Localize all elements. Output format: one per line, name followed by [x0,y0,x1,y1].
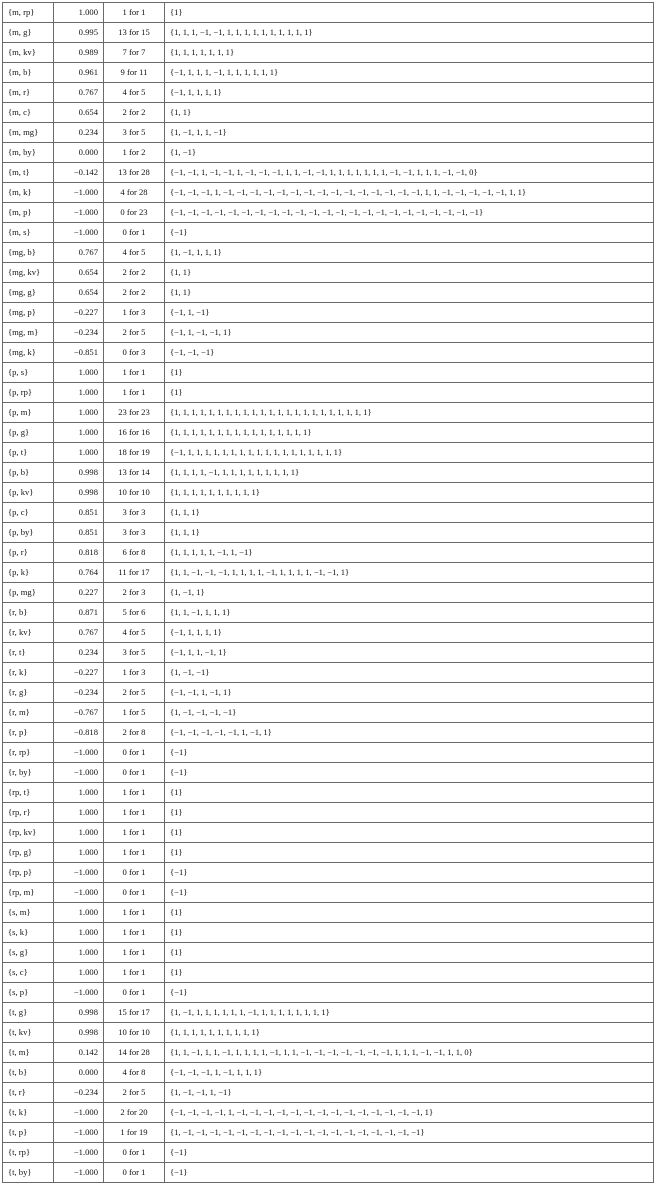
count-cell: 1 for 5 [104,703,165,723]
pair-cell: {rp, g} [3,843,54,863]
sequence-cell: {−1, −1, −1, 1, −1, −1, −1, −1, −1, −1, −1, −1, −1, −1, −1, −1, −1, −1, −1, 1, 1, −1, −1, −1, −1, −1, 1, 1} [165,183,654,203]
sequence-cell: {−1} [165,223,654,243]
sequence-cell: {1, −1, −1, −1, −1} [165,703,654,723]
count-cell: 2 for 5 [104,683,165,703]
table-row [3,563,654,583]
pair-cell: {t, p} [3,1123,54,1143]
pair-cell: {m, g} [3,23,54,43]
sequence-cell: {1, 1, 1, 1, 1, 1, 1, 1, 1, 1} [165,1023,654,1043]
table-row [3,1143,654,1163]
count-cell: 2 for 2 [104,263,165,283]
correlation-cell: −1.000 [54,863,104,883]
correlation-cell: 0.654 [54,103,104,123]
pair-cell: {p, kv} [3,483,54,503]
sequence-cell: {1, 1} [165,263,654,283]
count-cell: 10 for 10 [104,1023,165,1043]
correlation-cell: −1.000 [54,1143,104,1163]
pair-cell: {r, m} [3,703,54,723]
correlation-cell: 1.000 [54,823,104,843]
count-cell: 0 for 1 [104,763,165,783]
sequence-cell: {1, 1, −1, 1, 1, −1, 1, 1, 1, 1, −1, 1, 1, −1, −1, −1, −1, −1, −1, −1, 1, 1, 1, −1, −1, 1, 1, 0} [165,1043,654,1063]
pair-cell: {t, k} [3,1103,54,1123]
pair-cell: {t, b} [3,1063,54,1083]
count-cell: 2 for 8 [104,723,165,743]
pair-cell: {p, r} [3,543,54,563]
correlation-cell: −1.000 [54,203,104,223]
correlation-cell: 1.000 [54,363,104,383]
sequence-cell: {−1, −1, −1, −1, −1, −1, −1, −1, −1, −1, −1, −1, −1, −1, −1, −1, −1, −1, −1, −1, −1, −1, −1} [165,203,654,223]
pair-cell: {p, b} [3,463,54,483]
correlation-cell: 1.000 [54,403,104,423]
sequence-cell: {1, 1, 1, 1, 1, 1, 1, 1, 1, 1, 1, 1, 1, 1, 1, 1} [165,423,654,443]
table-row [3,383,654,403]
sequence-cell: {−1, −1, 1, −1, −1, 1, −1, −1, −1, 1, 1, −1, −1, 1, 1, 1, 1, 1, 1, 1, −1, −1, 1, 1, 1, −1, −1, 0} [165,163,654,183]
pair-cell: {m, b} [3,63,54,83]
count-cell: 5 for 6 [104,603,165,623]
count-cell: 1 for 1 [104,943,165,963]
sequence-cell: {1, −1, 1, 1, −1} [165,123,654,143]
correlation-cell: 0.998 [54,463,104,483]
sequence-cell: {1, −1, −1} [165,663,654,683]
sequence-cell: {−1} [165,883,654,903]
correlation-cell: −1.000 [54,743,104,763]
table-row [3,763,654,783]
pair-cell: {m, k} [3,183,54,203]
correlation-cell: −1.000 [54,1103,104,1123]
table-row [3,1023,654,1043]
count-cell: 13 for 14 [104,463,165,483]
correlation-cell: 0.818 [54,543,104,563]
count-cell: 3 for 5 [104,643,165,663]
pair-cell: {s, k} [3,923,54,943]
sequence-cell: {1, −1, 1, 1, 1} [165,243,654,263]
sequence-cell: {1} [165,3,654,23]
correlation-cell: −0.234 [54,683,104,703]
count-cell: 0 for 1 [104,1163,165,1183]
sequence-cell: {−1} [165,983,654,1003]
pair-cell: {t, by} [3,1163,54,1183]
table-row [3,243,654,263]
table-row [3,1063,654,1083]
sequence-cell: {1} [165,923,654,943]
table-row [3,23,654,43]
sequence-cell: {1} [165,843,654,863]
count-cell: 2 for 2 [104,103,165,123]
pair-cell: {m, t} [3,163,54,183]
correlation-cell: 0.851 [54,503,104,523]
count-cell: 3 for 3 [104,503,165,523]
table-row [3,663,654,683]
count-cell: 11 for 17 [104,563,165,583]
table-row [3,883,654,903]
count-cell: 1 for 1 [104,383,165,403]
count-cell: 3 for 5 [104,123,165,143]
count-cell: 4 for 5 [104,83,165,103]
table-row [3,1003,654,1023]
sequence-cell: {−1} [165,743,654,763]
correlation-cell: −0.234 [54,323,104,343]
sequence-cell: {1, 1, −1, −1, −1, 1, 1, 1, 1, −1, 1, 1, 1, 1, −1, −1, 1} [165,563,654,583]
table-row [3,783,654,803]
sequence-cell: {1} [165,903,654,923]
correlation-cell: 0.227 [54,583,104,603]
table-body [3,3,654,1183]
count-cell: 4 for 28 [104,183,165,203]
sequence-cell: {−1, −1, −1, 1, −1, 1, 1, 1} [165,1063,654,1083]
count-cell: 1 for 19 [104,1123,165,1143]
count-cell: 0 for 1 [104,983,165,1003]
sequence-cell: {1} [165,963,654,983]
correlation-cell: −1.000 [54,883,104,903]
table-row [3,703,654,723]
table-row [3,963,654,983]
pair-cell: {mg, kv} [3,263,54,283]
sequence-cell: {1} [165,383,654,403]
count-cell: 23 for 23 [104,403,165,423]
table-row [3,163,654,183]
sequence-cell: {−1, 1, −1, −1, 1} [165,323,654,343]
count-cell: 0 for 1 [104,883,165,903]
sequence-cell: {1, 1, −1, 1, 1, 1} [165,603,654,623]
table-row [3,463,654,483]
pair-cell: {p, rp} [3,383,54,403]
correlation-cell: −0.818 [54,723,104,743]
table-row [3,723,654,743]
count-cell: 2 for 5 [104,323,165,343]
pair-cell: {rp, t} [3,783,54,803]
count-cell: 3 for 3 [104,523,165,543]
count-cell: 9 for 11 [104,63,165,83]
table-row [3,143,654,163]
count-cell: 1 for 1 [104,923,165,943]
table-row [3,603,654,623]
correlation-cell: 0.851 [54,523,104,543]
pair-cell: {mg, m} [3,323,54,343]
count-cell: 1 for 1 [104,363,165,383]
table-row [3,343,654,363]
count-cell: 6 for 8 [104,543,165,563]
table-row [3,983,654,1003]
sequence-cell: {−1, 1, 1, 1, −1, 1, 1, 1, 1, 1, 1} [165,63,654,83]
correlation-cell: −1.000 [54,763,104,783]
sequence-cell: {1, −1, 1} [165,583,654,603]
correlation-cell: −0.142 [54,163,104,183]
correlation-cell: −0.227 [54,303,104,323]
pair-cell: {r, p} [3,723,54,743]
pair-cell: {t, g} [3,1003,54,1023]
table-row [3,823,654,843]
correlation-cell: 0.995 [54,23,104,43]
correlation-cell: 0.998 [54,1023,104,1043]
pair-cell: {p, by} [3,523,54,543]
table-row [3,3,654,23]
sequence-cell: {1, 1, 1} [165,503,654,523]
count-cell: 13 for 15 [104,23,165,43]
table-row [3,123,654,143]
table-row [3,203,654,223]
count-cell: 0 for 1 [104,863,165,883]
pair-cell: {r, b} [3,603,54,623]
count-cell: 2 for 5 [104,1083,165,1103]
correlation-cell: 1.000 [54,903,104,923]
table-row [3,743,654,763]
pair-cell: {m, mg} [3,123,54,143]
count-cell: 4 for 5 [104,623,165,643]
sequence-cell: {1} [165,943,654,963]
correlation-cell: 1.000 [54,383,104,403]
pair-cell: {s, p} [3,983,54,1003]
correlation-cell: 0.989 [54,43,104,63]
count-cell: 1 for 1 [104,963,165,983]
sequence-cell: {1, −1, −1, −1, −1, −1, −1, −1, −1, −1, −1, −1, −1, −1, −1, −1, −1, −1, −1} [165,1123,654,1143]
sequence-cell: {1, 1, 1, 1, 1, 1, 1, 1, 1, 1} [165,483,654,503]
sequence-cell: {−1, 1, 1, 1, 1, 1, 1, 1, 1, 1, 1, 1, 1, 1, 1, 1, 1, 1, 1} [165,443,654,463]
correlation-cell: 0.998 [54,1003,104,1023]
table-row [3,103,654,123]
sequence-cell: {−1, 1, 1, −1, 1} [165,643,654,663]
table-row [3,523,654,543]
count-cell: 0 for 1 [104,223,165,243]
count-cell: 10 for 10 [104,483,165,503]
table-row [3,1043,654,1063]
pair-cell: {r, kv} [3,623,54,643]
table-row [3,443,654,463]
pair-cell: {r, rp} [3,743,54,763]
correlation-cell: 1.000 [54,923,104,943]
sequence-cell: {1, 1, 1, 1, 1, 1, 1} [165,43,654,63]
pair-cell: {p, k} [3,563,54,583]
results-table [2,2,654,1183]
pair-cell: {p, c} [3,503,54,523]
count-cell: 2 for 3 [104,583,165,603]
table-row [3,1083,654,1103]
table-row [3,683,654,703]
pair-cell: {m, by} [3,143,54,163]
table-row [3,943,654,963]
count-cell: 15 for 17 [104,1003,165,1023]
count-cell: 4 for 8 [104,1063,165,1083]
count-cell: 1 for 2 [104,143,165,163]
correlation-cell: −1.000 [54,1123,104,1143]
correlation-cell: 1.000 [54,783,104,803]
pair-cell: {t, kv} [3,1023,54,1043]
correlation-cell: 0.000 [54,1063,104,1083]
table-row [3,403,654,423]
correlation-cell: 0.998 [54,483,104,503]
table-row [3,583,654,603]
sequence-cell: {1, 1, 1, 1, −1, 1, 1, 1, 1, 1, 1, 1, 1, 1} [165,463,654,483]
table-row [3,543,654,563]
table-row [3,903,654,923]
count-cell: 14 for 28 [104,1043,165,1063]
sequence-cell: {1} [165,783,654,803]
correlation-cell: 1.000 [54,443,104,463]
table-row [3,363,654,383]
count-cell: 1 for 1 [104,803,165,823]
count-cell: 1 for 1 [104,903,165,923]
pair-cell: {t, m} [3,1043,54,1063]
pair-cell: {m, r} [3,83,54,103]
correlation-cell: −1.000 [54,183,104,203]
count-cell: 1 for 1 [104,823,165,843]
pair-cell: {m, p} [3,203,54,223]
pair-cell: {mg, g} [3,283,54,303]
pair-cell: {m, s} [3,223,54,243]
sequence-cell: {1, −1, 1, 1, 1, 1, 1, 1, −1, 1, 1, 1, 1, 1, 1, 1, 1} [165,1003,654,1023]
pair-cell: {t, r} [3,1083,54,1103]
sequence-cell: {1, 1, 1, 1, 1, −1, 1, −1} [165,543,654,563]
count-cell: 7 for 7 [104,43,165,63]
pair-cell: {t, rp} [3,1143,54,1163]
table-row [3,83,654,103]
pair-cell: {rp, r} [3,803,54,823]
correlation-cell: 0.767 [54,243,104,263]
count-cell: 1 for 1 [104,783,165,803]
pair-cell: {p, g} [3,423,54,443]
correlation-cell: 0.764 [54,563,104,583]
sequence-cell: {−1, −1, −1} [165,343,654,363]
correlation-cell: −0.767 [54,703,104,723]
correlation-cell: 0.767 [54,623,104,643]
sequence-cell: {1, 1, 1, 1, 1, 1, 1, 1, 1, 1, 1, 1, 1, 1, 1, 1, 1, 1, 1, 1, 1, 1, 1} [165,403,654,423]
pair-cell: {rp, m} [3,883,54,903]
count-cell: 0 for 1 [104,1143,165,1163]
sequence-cell: {−1} [165,863,654,883]
sequence-cell: {1} [165,363,654,383]
count-cell: 0 for 23 [104,203,165,223]
table-row [3,863,654,883]
correlation-cell: −0.227 [54,663,104,683]
correlation-cell: 0.000 [54,143,104,163]
table-row [3,623,654,643]
sequence-cell: {−1} [165,763,654,783]
table-row [3,483,654,503]
pair-cell: {s, c} [3,963,54,983]
pair-cell: {s, m} [3,903,54,923]
table-row [3,1123,654,1143]
correlation-cell: −1.000 [54,983,104,1003]
table-row [3,303,654,323]
count-cell: 1 for 1 [104,843,165,863]
correlation-cell: 1.000 [54,803,104,823]
sequence-cell: {−1, 1, 1, 1, 1} [165,623,654,643]
sequence-cell: {1, 1, 1, −1, −1, 1, 1, 1, 1, 1, 1, 1, 1, 1, 1} [165,23,654,43]
sequence-cell: {−1, −1, 1, −1, 1} [165,683,654,703]
correlation-cell: −0.851 [54,343,104,363]
correlation-cell: 1.000 [54,3,104,23]
table-row [3,323,654,343]
sequence-cell: {1, −1} [165,143,654,163]
sequence-cell: {−1, −1, −1, −1, −1, 1, −1, 1} [165,723,654,743]
sequence-cell: {−1} [165,1143,654,1163]
sequence-cell: {−1, −1, −1, −1, 1, −1, −1, −1, −1, −1, −1, −1, −1, −1, −1, −1, −1, −1, −1, 1} [165,1103,654,1123]
correlation-cell: 1.000 [54,943,104,963]
table-row [3,643,654,663]
correlation-cell: 1.000 [54,843,104,863]
correlation-cell: 0.142 [54,1043,104,1063]
pair-cell: {p, mg} [3,583,54,603]
correlation-cell: 0.767 [54,83,104,103]
count-cell: 13 for 28 [104,163,165,183]
table-row [3,923,654,943]
count-cell: 18 for 19 [104,443,165,463]
count-cell: 2 for 2 [104,283,165,303]
pair-cell: {rp, kv} [3,823,54,843]
count-cell: 4 for 5 [104,243,165,263]
count-cell: 1 for 1 [104,3,165,23]
table-row [3,223,654,243]
correlation-cell: −1.000 [54,1163,104,1183]
pair-cell: {m, kv} [3,43,54,63]
sequence-cell: {1, 1} [165,103,654,123]
table-row [3,803,654,823]
table-row [3,63,654,83]
correlation-cell: 0.234 [54,643,104,663]
table-row [3,1103,654,1123]
pair-cell: {s, g} [3,943,54,963]
correlation-cell: −1.000 [54,223,104,243]
pair-cell: {p, m} [3,403,54,423]
count-cell: 1 for 3 [104,303,165,323]
pair-cell: {mg, b} [3,243,54,263]
correlation-cell: 0.654 [54,263,104,283]
table-row [3,43,654,63]
pair-cell: {m, rp} [3,3,54,23]
correlation-cell: 0.961 [54,63,104,83]
pair-cell: {r, k} [3,663,54,683]
pair-cell: {p, s} [3,363,54,383]
sequence-cell: {−1, 1, 1, 1, 1} [165,83,654,103]
table-row [3,283,654,303]
sequence-cell: {−1} [165,1163,654,1183]
correlation-cell: 0.871 [54,603,104,623]
sequence-cell: {1, −1, −1, 1, −1} [165,1083,654,1103]
pair-cell: {mg, p} [3,303,54,323]
pair-cell: {mg, k} [3,343,54,363]
sequence-cell: {1} [165,803,654,823]
sequence-cell: {1} [165,823,654,843]
correlation-cell: 0.234 [54,123,104,143]
count-cell: 1 for 3 [104,663,165,683]
pair-cell: {r, g} [3,683,54,703]
sequence-cell: {−1, 1, −1} [165,303,654,323]
correlation-cell: −0.234 [54,1083,104,1103]
correlation-cell: 1.000 [54,423,104,443]
sequence-cell: {1, 1, 1} [165,523,654,543]
count-cell: 2 for 20 [104,1103,165,1123]
table-row [3,843,654,863]
count-cell: 0 for 1 [104,743,165,763]
correlation-cell: 1.000 [54,963,104,983]
table-row [3,423,654,443]
count-cell: 16 for 16 [104,423,165,443]
pair-cell: {m, c} [3,103,54,123]
table-row [3,1163,654,1183]
pair-cell: {r, t} [3,643,54,663]
correlation-cell: 0.654 [54,283,104,303]
table-row [3,183,654,203]
pair-cell: {r, by} [3,763,54,783]
table-row [3,503,654,523]
pair-cell: {rp, p} [3,863,54,883]
pair-cell: {p, t} [3,443,54,463]
table-row [3,263,654,283]
count-cell: 0 for 3 [104,343,165,363]
sequence-cell: {1, 1} [165,283,654,303]
